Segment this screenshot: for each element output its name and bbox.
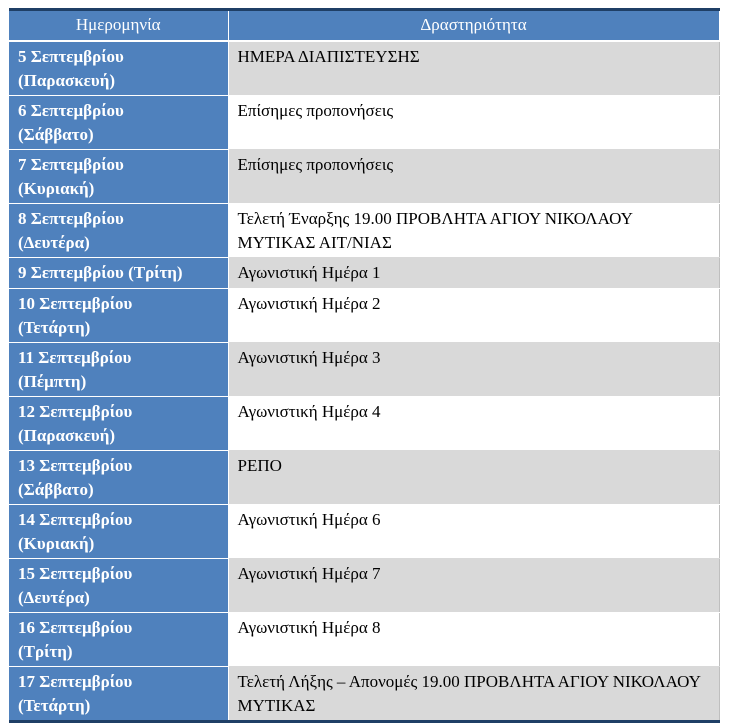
date-cell <box>9 95 228 149</box>
date-line: 9 Σεπτεμβρίου (Τρίτη) <box>18 262 183 282</box>
date-line: 10 Σεπτεμβρίου <box>18 293 133 313</box>
date-line: 8 Σεπτεμβρίου <box>18 208 124 228</box>
table-row <box>9 504 719 558</box>
activity-cell: Τελετή Έναρξης 19.00 ΠΡΟΒΛΗΤΑ ΑΓΙΟΥ ΝΙΚΟΛΑΟΥ ΜΥΤΙΚΑΣ ΑΙΤ/ΝΙΑΣ <box>228 203 719 257</box>
date-cell <box>9 203 228 257</box>
weekday-line: (Τρίτη) <box>18 641 73 661</box>
weekday-line: (Κυριακή) <box>18 533 95 553</box>
table-row <box>9 396 719 450</box>
weekday-line: (Κυριακή) <box>18 178 95 198</box>
weekday-line: (Σάββατο) <box>18 124 94 144</box>
date-line: 16 Σεπτεμβρίου <box>18 617 133 637</box>
date-column-header: Ημερομηνία <box>9 10 228 41</box>
table-row <box>9 450 719 504</box>
date-line: 17 Σεπτεμβρίου <box>18 671 133 691</box>
date-line: 6 Σεπτεμβρίου <box>18 100 124 120</box>
weekday-line: (Πέμπτη) <box>18 371 87 391</box>
weekday-line: (Παρασκευή) <box>18 70 116 90</box>
activity-cell: Επίσημες προπονήσεις <box>228 149 719 203</box>
date-cell <box>9 558 228 612</box>
activity-cell: Αγωνιστική Ημέρα 6 <box>228 504 719 558</box>
activity-cell: ΗΜΕΡΑ ΔΙΑΠΙΣΤΕΥΣΗΣ <box>228 41 719 96</box>
activity-cell: Αγωνιστική Ημέρα 4 <box>228 396 719 450</box>
table-row <box>9 95 719 149</box>
weekday-line: (Τετάρτη) <box>18 695 91 715</box>
activity-cell: Αγωνιστική Ημέρα 2 <box>228 288 719 342</box>
table-row <box>9 257 719 288</box>
table-row <box>9 558 719 612</box>
table-row <box>9 342 719 396</box>
weekday-line: (Δευτέρα) <box>18 232 90 252</box>
date-line: 14 Σεπτεμβρίου <box>18 509 133 529</box>
activity-cell: Αγωνιστική Ημέρα 1 <box>228 257 719 288</box>
activity-cell: Αγωνιστική Ημέρα 8 <box>228 612 719 666</box>
activity-cell: Τελετή Λήξης – Απονομές 19.00 ΠΡΟΒΛΗΤΑ ΑΓΙΟΥ ΝΙΚΟΛΑΟΥ ΜΥΤΙΚΑΣ <box>228 666 719 721</box>
table-row <box>9 149 719 203</box>
date-line: 11 Σεπτεμβρίου <box>18 347 132 367</box>
date-cell <box>9 612 228 666</box>
weekday-line: (Δευτέρα) <box>18 587 90 607</box>
activity-cell: Αγωνιστική Ημέρα 3 <box>228 342 719 396</box>
date-cell <box>9 257 228 288</box>
date-cell <box>9 450 228 504</box>
date-cell <box>9 396 228 450</box>
activity-cell: ΡΕΠΟ <box>228 450 719 504</box>
activity-column-header: Δραστηριότητα <box>228 10 719 41</box>
date-cell <box>9 41 228 96</box>
date-cell <box>9 342 228 396</box>
date-cell <box>9 288 228 342</box>
activity-cell: Επίσημες προπονήσεις <box>228 95 719 149</box>
activity-cell: Αγωνιστική Ημέρα 7 <box>228 558 719 612</box>
table-row <box>9 666 719 721</box>
date-line: 7 Σεπτεμβρίου <box>18 154 124 174</box>
date-line: 13 Σεπτεμβρίου <box>18 455 133 475</box>
weekday-line: (Τετάρτη) <box>18 317 91 337</box>
date-line: 15 Σεπτεμβρίου <box>18 563 133 583</box>
table-row <box>9 288 719 342</box>
date-line: 5 Σεπτεμβρίου <box>18 46 124 66</box>
date-cell <box>9 504 228 558</box>
table-row <box>9 41 719 96</box>
weekday-line: (Σάββατο) <box>18 479 94 499</box>
weekday-line: (Παρασκευή) <box>18 425 116 445</box>
header-row <box>9 10 719 41</box>
schedule-table <box>9 8 720 723</box>
date-cell <box>9 149 228 203</box>
date-cell <box>9 666 228 721</box>
date-line: 12 Σεπτεμβρίου <box>18 401 133 421</box>
table-row <box>9 612 719 666</box>
table-row <box>9 203 719 257</box>
